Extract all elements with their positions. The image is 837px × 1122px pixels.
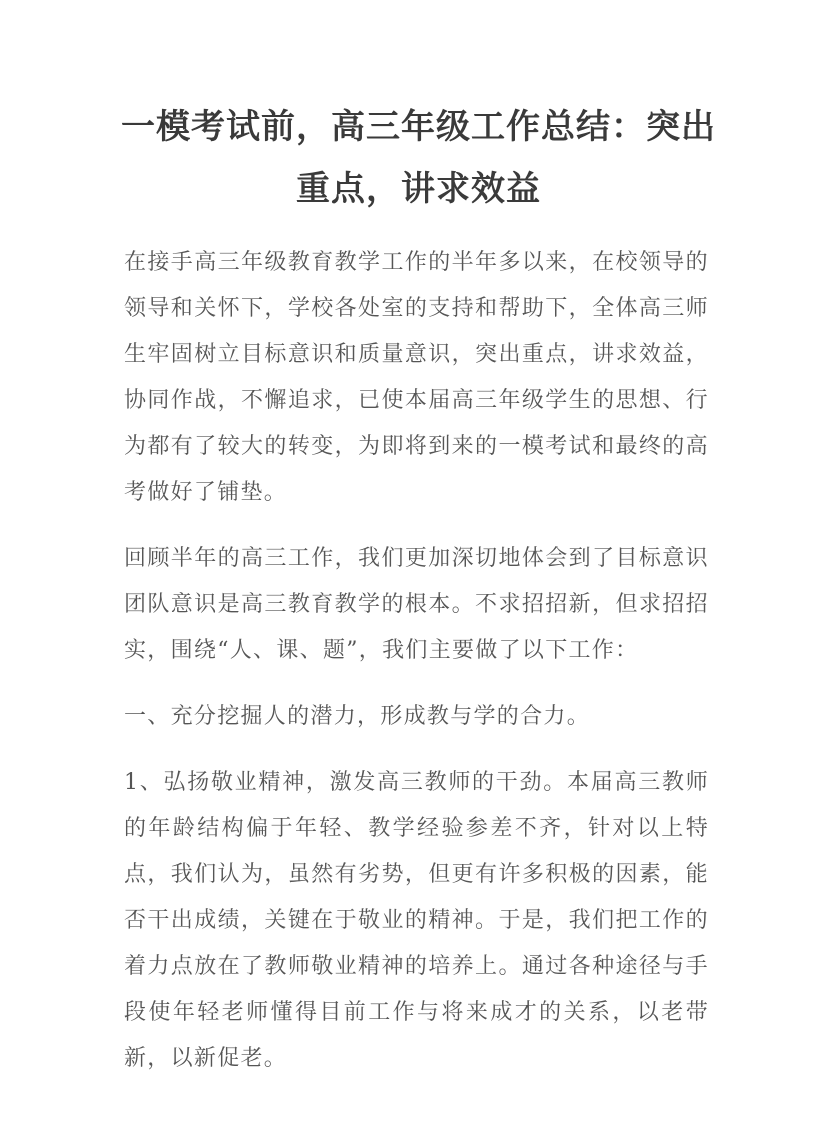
paragraph-item-1: 1、弘扬敬业精神，激发高三教师的干劲。本届高三教师的年龄结构偏于年轻、教学经验参差不齐，针对以上特点，我们认为，虽然有劣势，但更有许多积极的因素，能否干出成绩，关键在于敬业的精神。于是，我们把工作的着力点放在了教师敬业精神的培养上。通过各种途径与手段使年轻老师懂得目前工作与将来成才的关系，以老带新，以新促老。 bbox=[124, 770, 709, 1071]
document-title: 一模考试前，高三年级工作总结：突出重点，讲求效益 bbox=[121, 107, 716, 209]
paragraph-review: 回顾半年的高三工作，我们更加深切地体会到了目标意识团队意识是高三教育教学的根本。不求招招新，但求招招实，围绕“人、课、题”，我们主要做了以下工作： bbox=[124, 546, 709, 663]
document-body bbox=[124, 240, 709, 1102]
paragraph-intro: 在接手高三年级教育教学工作的半年多以来，在校领导的领导和关怀下，学校各处室的支持和帮助下，全体高三师生牢固树立目标意识和质量意识，突出重点，讲求效益，协同作战，不懈追求，已使本届高三年级学生的思想、行为都有了较大的转变，为即将到来的一模考试和最终的高考做好了铺垫。 bbox=[124, 250, 709, 505]
section-heading-1: 一、充分挖掘人的潜力，形成教与学的合力。 bbox=[124, 704, 591, 729]
